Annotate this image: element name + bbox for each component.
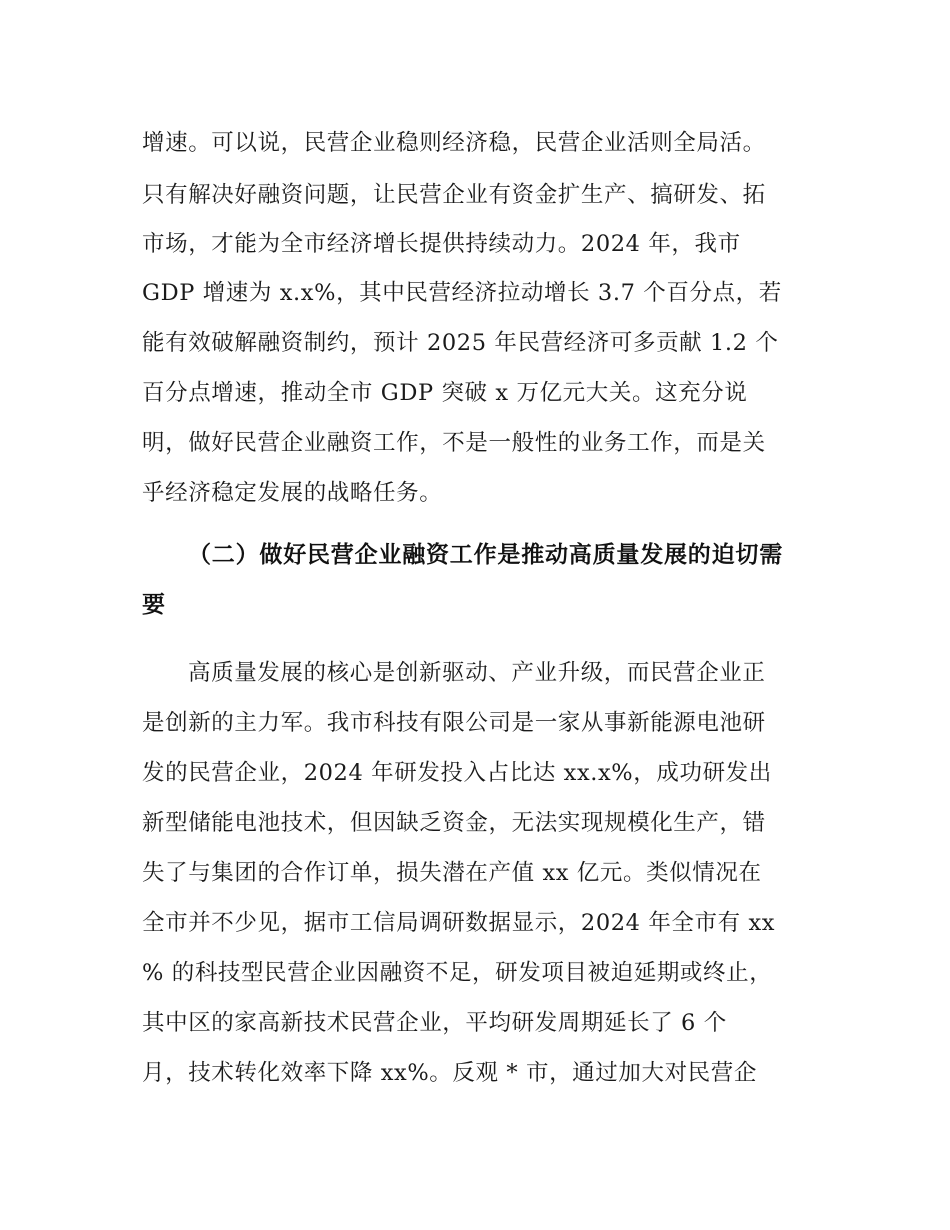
paragraph-line: 月，技术转化效率下降 xx%。反观 * 市，通过加大对民营企: [142, 1060, 757, 1086]
paragraph-line: 发的民营企业，2024 年研发投入占比达 xx.x%，成功研发出: [142, 760, 772, 786]
paragraph-line: 明，做好民营企业融资工作，不是一般性的业务工作，而是关: [142, 430, 766, 456]
paragraph-line: 新型储能电池技术，但因缺乏资金，无法实现规模化生产，错: [142, 810, 766, 836]
paragraph-line: 市场，才能为全市经济增长提供持续动力。2024 年，我市: [142, 231, 741, 257]
paragraph-line: 能有效破解融资制约，预计 2025 年民营经济可多贡献 1.2 个: [142, 330, 779, 356]
paragraph-line: GDP 增速为 x.x%，其中民营经济拉动增长 3.7 个百分点，若: [142, 280, 782, 306]
paragraph-line: 失了与集团的合作订单，损失潜在产值 xx 亿元。类似情况在: [142, 860, 762, 886]
paragraph-line: 百分点增速，推动全市 GDP 突破 x 万亿元大关。这充分说: [142, 380, 748, 406]
paragraph-line: 全市并不少见，据市工信局调研数据显示，2024 年全市有 xx: [142, 910, 776, 936]
paragraph-line: 其中区的家高新技术民营企业，平均研发周期延长了 6 个: [142, 1010, 727, 1036]
paragraph-line: 乎经济稳定发展的战略任务。: [142, 480, 443, 506]
paragraph-line: 高质量发展的核心是创新驱动、产业升级，而民营企业正: [188, 660, 766, 686]
section-heading: （二）做好民营企业融资工作是推动高质量发展的迫切需: [188, 542, 783, 568]
paragraph-line: % 的科技型民营企业因融资不足，研发项目被迫延期或终止，: [142, 960, 773, 986]
paragraph-line: 是创新的主力军。我市科技有限公司是一家从事新能源电池研: [142, 710, 766, 736]
section-heading: 要: [142, 592, 166, 618]
paragraph-line: 只有解决好融资问题，让民营企业有资金扩生产、搞研发、拓: [142, 182, 766, 208]
paragraph-line: 增速。可以说，民营企业稳则经济稳，民营企业活则全局活。: [142, 130, 766, 156]
